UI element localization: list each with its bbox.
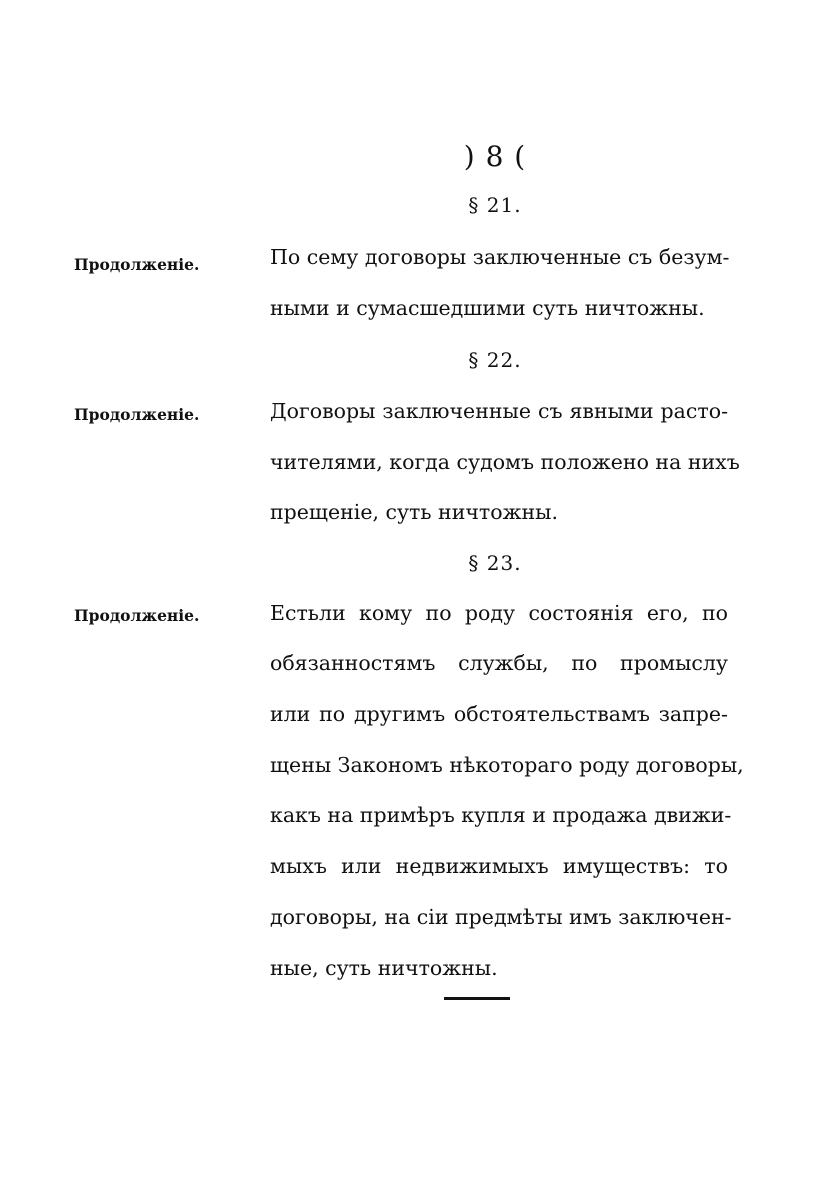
margin-note-21: Продолженіе. — [74, 255, 200, 274]
section-mark-23: § 23. — [468, 551, 522, 575]
paragraph-23-line-7: договоры, на сіи предмѣты имъ заключен- — [270, 905, 732, 929]
paragraph-23-line-6: мыхъ или недвижимыхъ имуществъ: то — [270, 854, 728, 878]
paragraph-22-line-1: Договоры заключенные съ явными расто- — [270, 399, 728, 423]
section-mark-21: § 21. — [468, 193, 522, 217]
paragraph-23-line-3: или по другимъ обстоятельствамъ запре- — [270, 702, 728, 726]
paragraph-22-line-3: прещеніе, суть ничтожны. — [270, 500, 558, 524]
margin-note-23: Продолженіе. — [74, 606, 200, 625]
paragraph-23-line-4: щены Закономъ нѣкотораго роду договоры, — [270, 753, 744, 777]
paragraph-22-line-2: чителями, когда судомъ положено на нихъ — [270, 450, 740, 474]
paragraph-21-line-1: По сему договоры заключенные съ безум- — [270, 245, 730, 269]
paragraph-23-line-8: ные, суть ничтожны. — [270, 956, 498, 980]
paragraph-21-line-2: ными и сумасшедшими суть ничтожны. — [270, 296, 705, 320]
page-number: ) 8 ( — [463, 140, 527, 173]
end-rule — [444, 997, 510, 1000]
paragraph-23-line-2: обязанностямъ службы, по промыслу — [270, 651, 728, 675]
paragraph-23-line-1: Естьли кому по роду состоянія его, по — [270, 601, 728, 625]
margin-note-22: Продолженіе. — [74, 405, 200, 424]
section-mark-22: § 22. — [468, 348, 522, 372]
paragraph-23-line-5: какъ на примѣръ купля и продажа движи- — [270, 803, 732, 827]
